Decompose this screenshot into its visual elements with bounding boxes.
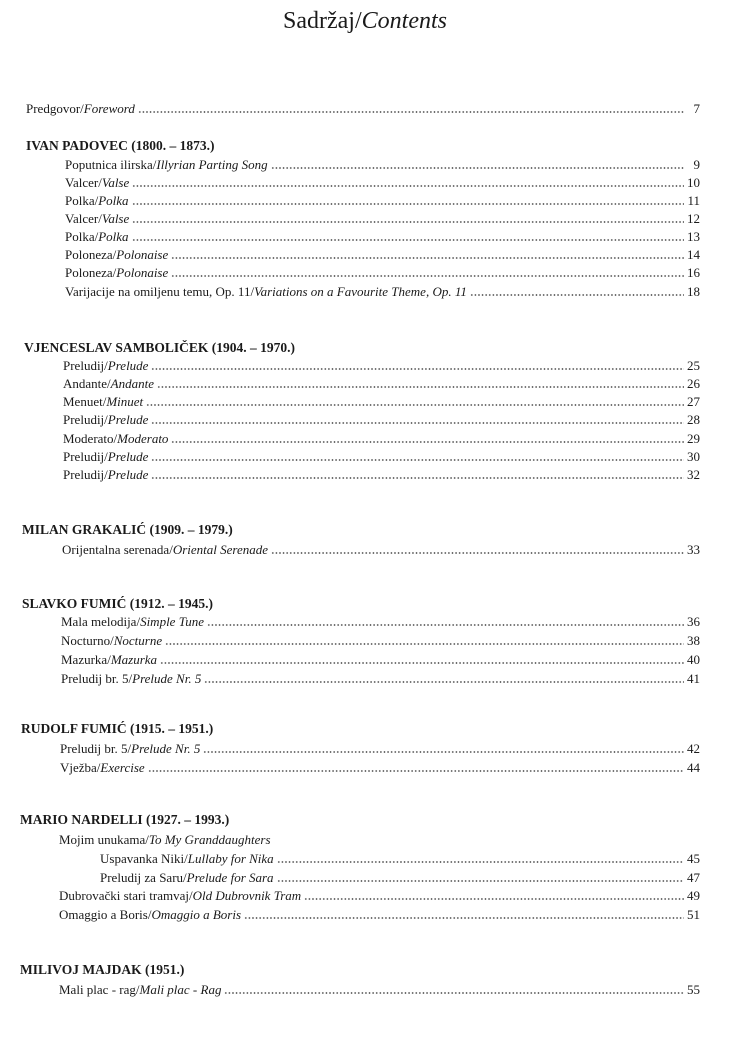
page-number: 36 (687, 614, 700, 629)
leader-dots (151, 476, 684, 480)
page-number: 30 (687, 449, 700, 464)
leader-dots (171, 274, 684, 278)
leader-dots (132, 220, 684, 224)
entry-title: Andante/Andante (63, 376, 154, 391)
page-number: 14 (687, 247, 700, 262)
entry-title: Poloneza/Polonaise (65, 247, 169, 262)
toc-sub-entry (100, 870, 700, 886)
leader-dots (138, 110, 685, 114)
entry-title: Polka/Polka (65, 193, 129, 208)
leader-dots (304, 897, 684, 901)
leader-dots (203, 750, 684, 754)
toc-entry (63, 449, 700, 465)
page-number: 25 (687, 358, 700, 373)
composer-heading: RUDOLF FUMIĆ (1915. – 1951.) (21, 721, 214, 736)
leader-dots (165, 642, 684, 646)
leader-dots (151, 367, 684, 371)
leader-dots (271, 166, 685, 170)
leader-dots (204, 680, 684, 684)
page-number: 49 (687, 888, 700, 903)
leader-dots (157, 385, 684, 389)
entry-title: Polka/Polka (65, 229, 129, 244)
page-number: 42 (687, 741, 700, 756)
entry-title: Poputnica ilirska/Illyrian Parting Song (65, 157, 268, 172)
entry-title: Mali plac - rag/Mali plac - Rag (59, 982, 222, 997)
toc-entry (65, 229, 700, 245)
toc-entry (63, 358, 700, 374)
title-italic: Contents (361, 8, 447, 34)
page-number: 47 (687, 870, 700, 885)
page-number: 40 (687, 652, 700, 667)
toc-entry (65, 193, 700, 209)
entry-title: Moderato/Moderato (63, 431, 169, 446)
leader-dots (271, 551, 684, 555)
toc-entry (60, 741, 700, 757)
page-number: 27 (687, 394, 700, 409)
leader-dots (277, 879, 684, 883)
toc-entry (63, 467, 700, 483)
entry-title: Valcer/Valse (65, 211, 130, 226)
page-number: 38 (687, 633, 700, 648)
page-number: 7 (693, 101, 700, 116)
title-main: Sadržaj/ (283, 8, 362, 34)
leader-dots (146, 403, 684, 407)
toc-entry (65, 265, 700, 281)
leader-dots (171, 440, 684, 444)
toc-entry (65, 211, 700, 227)
entry-title: Preludij br. 5/Prelude Nr. 5 (61, 671, 202, 686)
composer-heading: MILIVOJ MAJDAK (1951.) (20, 962, 185, 977)
leader-dots (171, 256, 684, 260)
toc-entry (63, 376, 700, 392)
entry-title: Preludij/Prelude (63, 467, 149, 482)
entry-title: Preludij/Prelude (63, 449, 149, 464)
page-number: 9 (693, 157, 700, 172)
leader-dots (160, 661, 684, 665)
toc-entry (61, 671, 700, 687)
entry-title: Poloneza/Polonaise (65, 265, 169, 280)
toc-entry (61, 652, 700, 668)
page-number: 18 (687, 284, 700, 299)
toc-entry (65, 284, 700, 300)
composer-heading: IVAN PADOVEC (1800. – 1873.) (26, 138, 215, 153)
page-number: 51 (687, 907, 700, 922)
page-number: 16 (687, 265, 700, 280)
page-number: 13 (687, 229, 700, 244)
leader-dots (132, 202, 685, 206)
entry-title: Varijacije na omiljenu temu, Op. 11/Variations on a Favourite Theme, Op. 11 (65, 284, 467, 299)
leader-dots (148, 769, 684, 773)
toc-entry (59, 888, 700, 904)
toc-entry (61, 633, 700, 649)
leader-dots (151, 421, 684, 425)
toc-entry (59, 982, 700, 998)
page-number: 33 (687, 542, 700, 557)
composer-heading: VJENCESLAV SAMBOLIČEK (1904. – 1970.) (24, 340, 296, 355)
leader-dots (132, 238, 684, 242)
page-number: 11 (687, 193, 700, 208)
page-number: 41 (687, 671, 700, 686)
toc-entry (62, 542, 700, 558)
toc-entry (63, 412, 700, 428)
toc-entry (61, 614, 700, 630)
entry-title: Predgovor/Foreword (26, 101, 135, 116)
entry-title: Dubrovački stari tramvaj/Old Dubrovnik Tram (59, 888, 302, 903)
toc-entry (65, 175, 700, 191)
leader-dots (277, 860, 684, 864)
entry-title: Valcer/Valse (65, 175, 130, 190)
foreword-entry (26, 101, 700, 117)
toc-entry (60, 760, 700, 776)
page-number: 10 (687, 175, 700, 190)
leader-dots (224, 991, 684, 995)
page-number: 26 (687, 376, 700, 391)
leader-dots (132, 184, 684, 188)
leader-dots (244, 916, 684, 920)
entry-title: Preludij br. 5/Prelude Nr. 5 (60, 741, 201, 756)
composer-heading: MILAN GRAKALIĆ (1909. – 1979.) (22, 522, 233, 537)
toc-entry (65, 157, 700, 173)
page-title (0, 6, 730, 36)
entry-title: Menuet/Minuet (63, 394, 144, 409)
entry-title: Nocturno/Nocturne (61, 633, 163, 648)
entry-title: Omaggio a Boris/Omaggio a Boris (59, 907, 241, 922)
entry-title: Orijentalna serenada/Oriental Serenade (62, 542, 269, 557)
toc-sub-entry (100, 851, 700, 867)
toc-subheading: Mojim unukama/To My Granddaughters (59, 832, 271, 847)
entry-title: Vježba/Exercise (60, 760, 145, 775)
entry-title: Uspavanka Niki/Lullaby for Nika (100, 851, 274, 866)
page-number: 32 (687, 467, 700, 482)
page-number: 44 (687, 760, 700, 775)
page-number: 29 (687, 431, 700, 446)
entry-title: Mazurka/Mazurka (61, 652, 158, 667)
page-number: 12 (687, 211, 700, 226)
entry-title: Preludij za Saru/Prelude for Sara (100, 870, 274, 885)
toc-entry (65, 247, 700, 263)
composer-heading: MARIO NARDELLI (1927. – 1993.) (20, 812, 230, 827)
leader-dots (207, 623, 684, 627)
page-number: 28 (687, 412, 700, 427)
entry-title: Preludij/Prelude (63, 358, 149, 373)
entry-title: Mala melodija/Simple Tune (61, 614, 204, 629)
toc-entry (63, 394, 700, 410)
toc-entry (59, 907, 700, 923)
page-number: 55 (687, 982, 700, 997)
leader-dots (470, 293, 684, 297)
entry-title: Preludij/Prelude (63, 412, 149, 427)
leader-dots (151, 458, 684, 462)
toc-entry (63, 431, 700, 447)
composer-heading: SLAVKO FUMIĆ (1912. – 1945.) (22, 596, 214, 611)
page-number: 45 (687, 851, 700, 866)
